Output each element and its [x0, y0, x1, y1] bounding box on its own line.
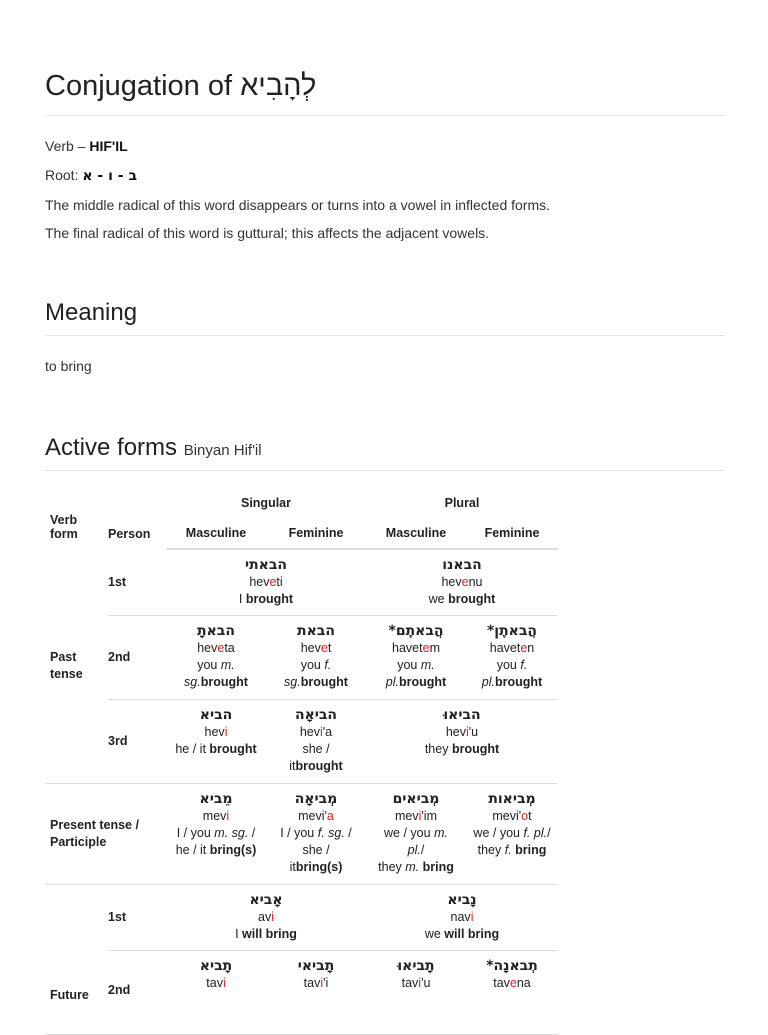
cell-past-3-fs: [266, 699, 366, 783]
cell-past-2-mp: [366, 615, 466, 699]
header-feminine-singular: Feminine: [266, 518, 366, 549]
transliteration: hevet: [300, 640, 332, 655]
table-row: [45, 615, 558, 699]
transliteration: avi: [258, 909, 274, 924]
header-singular: Singular: [240, 496, 291, 510]
translation: I brought: [238, 592, 294, 606]
form-present: [45, 783, 166, 884]
hebrew-form: הבאנו: [442, 557, 482, 573]
note-middle-radical: The middle radical of this word disappears or turns into a vowel in inflected forms.: [45, 197, 551, 213]
person-2nd: 2nd: [108, 615, 166, 699]
cell-past-3-ms: [166, 699, 266, 783]
meaning-heading: Meaning: [45, 299, 138, 326]
translation: they brought: [424, 741, 500, 756]
hebrew-form: הֲבאתֶם*: [388, 622, 444, 639]
transliteration: mevi'a: [298, 808, 334, 823]
translation: you m. pl.brought: [385, 657, 447, 689]
divider: [45, 470, 725, 471]
cell-past-1-sg: [166, 549, 366, 615]
root-line: [45, 167, 137, 184]
table-row: [45, 884, 558, 950]
hebrew-form: הבאת: [297, 622, 335, 639]
hebrew-form: הֲבאתֶן*: [486, 622, 538, 639]
transliteration: havetem: [392, 640, 440, 655]
cell-past-2-fp: [466, 615, 558, 699]
verb-label: Verb –: [45, 138, 90, 154]
table-row: [45, 783, 558, 884]
transliteration: navi: [450, 909, 474, 924]
table-row: [45, 950, 558, 1034]
form-future: Future: [45, 884, 108, 1034]
hebrew-form: הבאתי: [244, 557, 288, 573]
translation: I / you f. sg. / she / itbring(s): [280, 825, 352, 874]
transliteration: haveten: [489, 640, 535, 655]
header-feminine-plural: Feminine: [466, 518, 558, 549]
verb-type: HIF'IL: [89, 138, 128, 154]
translation: we / you f. pl./ they f. bring: [473, 825, 551, 857]
cell-past-3-pl: [366, 699, 558, 783]
cell-past-2-fs: [266, 615, 366, 699]
hebrew-form: תְבאנָה*: [486, 957, 538, 974]
hebrew-form: הביאוּ: [443, 706, 481, 723]
header-plural: Plural: [444, 496, 480, 510]
form-label: Participle: [50, 834, 107, 849]
transliteration: mevi'ot: [492, 808, 532, 823]
header-person: Person: [108, 527, 151, 541]
translation: we / you m. pl./ they m. bring: [378, 825, 454, 874]
transliteration: tavi'u: [401, 975, 431, 990]
transliteration: hevi: [204, 724, 228, 739]
hebrew-form: אָביא: [249, 891, 283, 908]
verb-type-line: [45, 138, 128, 154]
translation: we brought: [428, 592, 496, 606]
person-2nd: 2nd: [108, 950, 166, 1034]
page-title: Conjugation of לְהָבִיא: [45, 70, 317, 102]
table-row: [45, 549, 558, 615]
person-1st: 1st: [108, 884, 166, 950]
hebrew-form: תָביא: [199, 957, 233, 974]
cell-future-1-pl: [366, 884, 558, 950]
form-label: tense: [50, 666, 83, 681]
transliteration: hevi'u: [445, 724, 479, 739]
cell-future-2-fp: [466, 950, 558, 1034]
header-verb-form: [45, 488, 108, 549]
hebrew-form: מְביאָה: [294, 790, 338, 807]
cell-past-1-pl: [366, 549, 558, 615]
header-form-text: form: [50, 527, 78, 541]
transliteration: mevi'im: [395, 808, 437, 823]
hebrew-form: תָביאוּ: [397, 957, 435, 974]
cell-present-fs: [266, 783, 366, 884]
header-masculine-singular: Masculine: [166, 518, 266, 549]
form-label: Past: [50, 649, 77, 664]
form-past: [45, 549, 108, 783]
translation: we will bring: [424, 926, 500, 941]
person-3rd: 3rd: [108, 699, 166, 783]
divider: [45, 335, 725, 336]
translation: he / it brought: [175, 741, 257, 756]
transliteration: tavi: [206, 975, 226, 990]
translation: you f. pl.brought: [481, 657, 543, 689]
translation: she / itbrought: [289, 741, 343, 773]
transliteration: heveta: [197, 640, 235, 655]
person-1st: 1st: [108, 549, 166, 615]
hebrew-form: מְביאים: [392, 790, 440, 807]
cell-present-ms: [166, 783, 266, 884]
divider: [45, 115, 725, 116]
cell-future-2-ms: [166, 950, 266, 1034]
cell-future-1-sg: [166, 884, 366, 950]
binyan-label: Binyan Hif'il: [183, 442, 262, 459]
note-final-radical: The final radical of this word is guttural; this affects the adjacent vowels.: [45, 225, 490, 241]
hebrew-form: מְביאות: [488, 790, 536, 807]
hebrew-form: מֵביא: [199, 790, 233, 807]
translation: I / you m. sg. / he / it bring(s): [175, 825, 257, 857]
transliteration: hevi'a: [299, 724, 333, 739]
transliteration: hevenu: [441, 575, 483, 589]
hebrew-form: תָביאי: [297, 957, 335, 974]
table-row: [45, 699, 558, 783]
hebrew-form: הבאתָ: [197, 622, 235, 639]
hebrew-form: נָביא: [447, 891, 477, 908]
root-label: Root:: [45, 167, 83, 183]
cell-future-2-fs: [266, 950, 366, 1034]
hebrew-form: הביא: [199, 706, 233, 723]
translation: you m. sg.brought: [184, 657, 248, 689]
transliteration: tavi'i: [303, 975, 329, 990]
transliteration: mevi: [202, 808, 230, 823]
active-forms-title: Active forms: [45, 434, 178, 461]
conjugation-table: [45, 488, 558, 1035]
cell-future-2-mp: [366, 950, 466, 1034]
meaning-text: to bring: [45, 358, 92, 374]
form-label: Present tense /: [50, 817, 139, 832]
translation: I will bring: [235, 926, 297, 941]
cell-present-mp: [366, 783, 466, 884]
transliteration: heveti: [249, 575, 283, 589]
header-masculine-plural: Masculine: [366, 518, 466, 549]
active-forms-heading: [45, 434, 262, 462]
root-value: ב - ו - א: [82, 168, 138, 184]
cell-present-fp: [466, 783, 558, 884]
translation: you f. sg.brought: [284, 657, 348, 689]
cell-past-2-ms: [166, 615, 266, 699]
hebrew-form: הביאָה: [294, 706, 338, 723]
header-verb-text: Verb: [50, 513, 78, 527]
transliteration: tavena: [493, 975, 531, 990]
